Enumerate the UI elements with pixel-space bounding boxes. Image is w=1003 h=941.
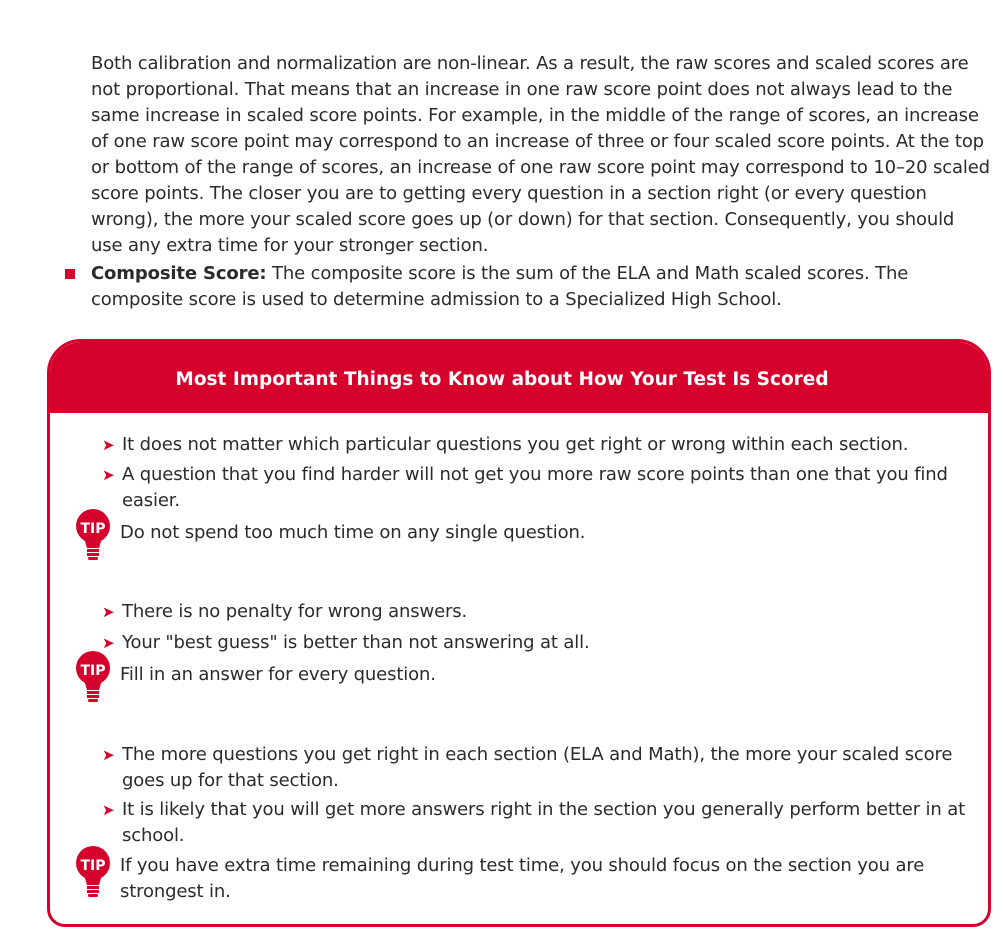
tip-lightbulb-icon — [75, 650, 111, 706]
list-item-text: Your "best guess" is better than not answering at all. — [122, 632, 590, 653]
list-item-text: There is no penalty for wrong answers. — [122, 601, 468, 622]
list-item — [102, 797, 972, 849]
composite-score-description: The composite score is the sum of the ELA and Math scaled scores. The composite score is used to determine admission to a Specialized High School. — [91, 263, 909, 310]
tip-lightbulb-icon — [75, 508, 111, 564]
list-item — [102, 630, 972, 656]
scoring-tips-box — [47, 339, 991, 927]
tip-text: Fill in an answer for every question. — [120, 664, 436, 685]
composite-score-text — [91, 261, 991, 313]
list-item-text: The more questions you get right in each section (ELA and Math), the more your scaled score goes up for that section. — [122, 744, 953, 791]
list-item-text: It is likely that you will get more answers right in the section you generally perform better in at school. — [122, 799, 965, 846]
list-item — [102, 462, 972, 514]
list-item-text: A question that you find harder will not get you more raw score points than one that you find easier. — [122, 464, 948, 511]
square-bullet-icon — [65, 269, 75, 279]
arrow-bullet-icon: ➤ — [102, 466, 115, 484]
tip-text: If you have extra time remaining during test time, you should focus on the section you are strongest in. — [120, 855, 925, 902]
box-title: Most Important Things to Know about How Your Test Is Scored — [50, 342, 988, 413]
list-item — [102, 742, 972, 794]
list-item — [102, 432, 972, 458]
arrow-bullet-icon: ➤ — [102, 634, 115, 652]
list-item-text: It does not matter which particular questions you get right or wrong within each section. — [122, 434, 909, 455]
tip-label: TIP — [80, 663, 106, 679]
list-item — [102, 599, 972, 625]
composite-score-bullet — [65, 261, 991, 313]
arrow-bullet-icon: ➤ — [102, 603, 115, 621]
tip-lightbulb-icon — [75, 845, 111, 901]
arrow-bullet-icon: ➤ — [102, 436, 115, 454]
intro-paragraph: Both calibration and normalization are non-linear. As a result, the raw scores and scaled scores are not proportional. That means that an increase in one raw score point does not always lead to the same increase in scaled score points. For example, in the middle of the range of scores, an increase of one raw score point may correspond to an increase of three or four scaled score points. At the top or bottom of the range of scores, an increase of one raw score point may correspond to 10–20 scaled score points. The closer you are to getting every question in a section right (or every question wrong), the more your scaled score goes up (or down) for that section. Consequently, you should use any extra time for your stronger section. — [91, 53, 990, 256]
tip-label: TIP — [80, 858, 106, 874]
arrow-bullet-icon: ➤ — [102, 746, 115, 764]
arrow-bullet-icon: ➤ — [102, 801, 115, 819]
tip-text: Do not spend too much time on any single question. — [120, 522, 586, 543]
tip-label: TIP — [80, 521, 106, 537]
composite-score-term: Composite Score: — [91, 263, 267, 284]
